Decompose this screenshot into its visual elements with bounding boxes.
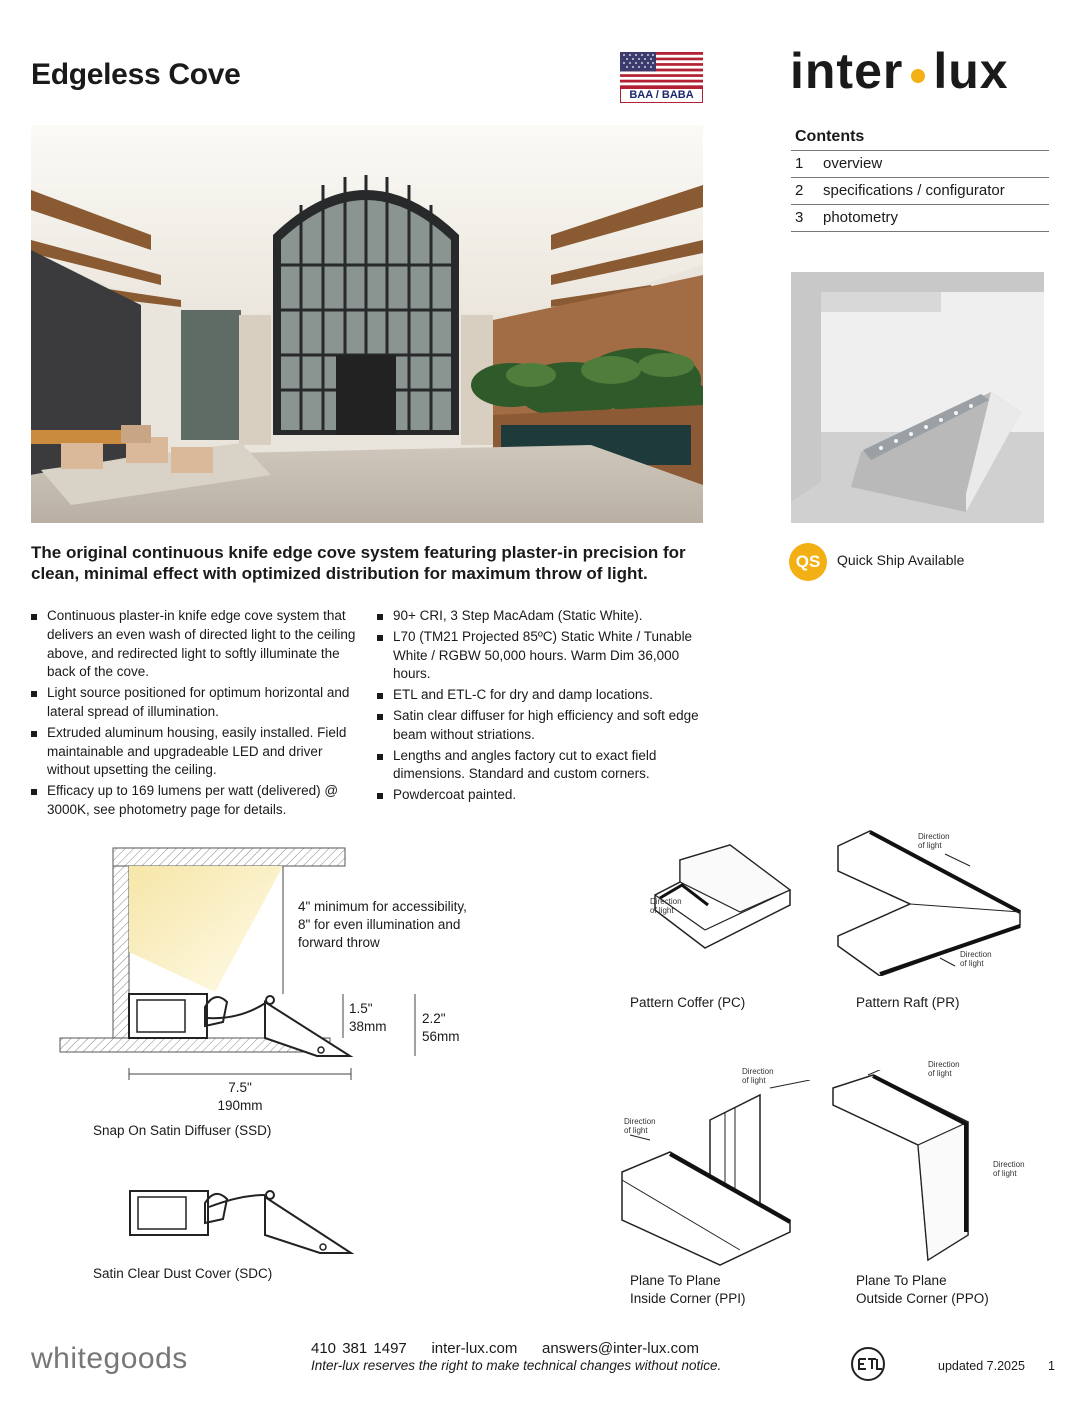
contents-table <box>791 126 1049 232</box>
caption-ssd: Snap On Satin Diffuser (SSD) <box>93 1123 272 1138</box>
updated-date: updated 7.2025 <box>938 1359 1025 1373</box>
pattern-coffer-drawing <box>620 840 800 950</box>
footer-website-link[interactable]: inter-lux.com <box>431 1340 518 1357</box>
contents-item[interactable] <box>791 178 1049 205</box>
sdc-section-drawing <box>125 1185 360 1260</box>
footer-email-link[interactable]: answers@inter-lux.com <box>542 1340 699 1357</box>
clearance-note: 4" minimum for accessibility, 8" for even illumination and forward throw <box>298 899 467 950</box>
caption-pr: Pattern Raft (PR) <box>856 995 960 1010</box>
baa-baba-label: BAA / BABA <box>620 88 703 103</box>
direction-of-light-ppo-top: Direction of light <box>928 1060 960 1078</box>
contents-item-number: 3 <box>795 209 804 226</box>
feature-item: Extruded aluminum housing, easily installed. Field maintainable and upgradeable LED and driver without upsetting the ceiling. <box>31 724 361 780</box>
contents-item-label[interactable]: overview <box>823 155 883 172</box>
feature-item: Powdercoat painted. <box>377 786 707 805</box>
dim-height-1: 1.5" 38mm <box>349 1001 387 1034</box>
quick-ship-label: Quick Ship Available <box>837 552 965 568</box>
dimension-line-2-2 <box>410 994 420 1058</box>
logo-dot-icon <box>911 69 925 83</box>
contents-heading: Contents <box>791 126 1049 151</box>
us-flag-badge <box>620 52 703 102</box>
contents-item-label[interactable]: specifications / configurator <box>823 182 1005 199</box>
caption-pc: Pattern Coffer (PC) <box>630 995 746 1010</box>
caption-sdc: Satin Clear Dust Cover (SDC) <box>93 1266 273 1281</box>
direction-of-light-ppi-left: Direction of light <box>624 1117 656 1135</box>
whitegoods-logo[interactable]: whitegoods <box>31 1342 188 1375</box>
footer-notice: Inter-lux reserves the right to make technical changes without notice. <box>311 1358 722 1373</box>
contents-item[interactable] <box>791 151 1049 178</box>
quick-ship-icon: QS <box>789 543 827 581</box>
direction-of-light-pc: Direction of light <box>650 897 682 915</box>
features-list-right <box>377 607 707 807</box>
plane-to-plane-inside-drawing <box>610 1080 810 1270</box>
footer-phone[interactable]: 410 381 1497 <box>311 1340 407 1357</box>
logo-text-lux: lux <box>933 43 1009 99</box>
feature-item: Satin clear diffuser for high efficiency and soft edge beam without striations. <box>377 707 707 745</box>
dim-width: 7.5" 190mm <box>217 1080 263 1113</box>
direction-of-light-pr-bottom: Direction of light <box>960 950 992 968</box>
ssd-section-drawing <box>55 842 355 1082</box>
dim-height-2: 2.2" 56mm <box>422 1011 460 1044</box>
cove-product-render <box>791 272 1044 523</box>
features-list-left <box>31 607 361 822</box>
etl-listed-icon <box>848 1344 888 1384</box>
interlux-logo[interactable] <box>790 42 1009 100</box>
feature-item: Light source positioned for optimum horizontal and lateral spread of illumination. <box>31 684 361 722</box>
contents-item-label[interactable]: photometry <box>823 209 899 226</box>
footer-contact <box>311 1340 699 1357</box>
feature-item: Continuous plaster-in knife edge cove system that delivers an even wash of directed light to the ceiling above, and redirected light to softly illuminate the back of the cove. <box>31 607 361 682</box>
feature-item: Efficacy up to 169 lumens per watt (delivered) @ 3000K, see photometry page for details. <box>31 782 361 820</box>
contents-item[interactable] <box>791 205 1049 232</box>
plane-to-plane-outside-drawing <box>828 1070 978 1265</box>
caption-ppo: Plane To Plane Outside Corner (PPO) <box>856 1273 989 1306</box>
feature-item: ETL and ETL-C for dry and damp locations. <box>377 686 707 705</box>
contents-item-number: 2 <box>795 182 804 199</box>
direction-of-light-pr-top: Direction of light <box>918 832 950 850</box>
product-tagline: The original continuous knife edge cove system featuring plaster-in precision for clean, minimal effect with optimized distribution for maximum throw of light. <box>31 543 686 583</box>
feature-item: L70 (TM21 Projected 85ºC) Static White / Tunable White / RGBW 50,000 hours. Warm Dim 36,000 hours. <box>377 628 707 684</box>
caption-ppi: Plane To Plane Inside Corner (PPI) <box>630 1273 746 1306</box>
page-number: 1 <box>1048 1359 1055 1373</box>
hero-lobby-photo <box>31 125 703 523</box>
direction-of-light-ppo-right: Direction of light <box>993 1160 1025 1178</box>
feature-item: 90+ CRI, 3 Step MacAdam (Static White). <box>377 607 707 626</box>
contents-item-number: 1 <box>795 155 804 172</box>
logo-text-inter: inter <box>790 43 904 99</box>
direction-of-light-ppi-top: Direction of light <box>742 1067 774 1085</box>
page-title: Edgeless Cove <box>31 58 241 91</box>
feature-item: Lengths and angles factory cut to exact field dimensions. Standard and custom corners. <box>377 747 707 785</box>
us-flag-icon <box>620 52 703 88</box>
